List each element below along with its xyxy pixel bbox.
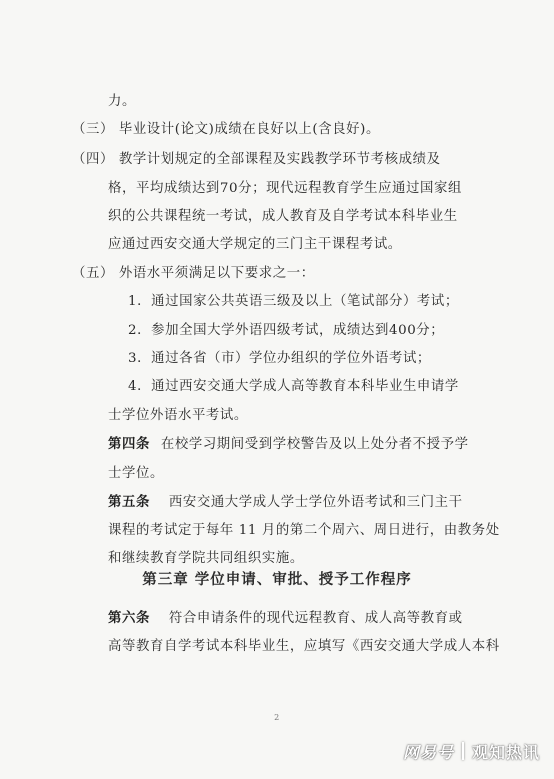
list-item: 4．通过西安交通大学成人高等教育本科毕业生申请学 (128, 379, 459, 394)
text-line: 士学位外语水平考试。 (108, 408, 248, 423)
article-label: 第四条 (108, 436, 150, 452)
watermark-brand: 网易号 (402, 742, 454, 762)
list-item: 2．参加全国大学外语四级考试，成绩达到400分； (128, 323, 445, 338)
text-line: （五） 外语水平须满足以下要求之一： (72, 266, 315, 281)
text-line: （四） 教学计划规定的全部课程及实践教学环节考核成绩及 (72, 152, 441, 167)
text-line: 应通过西安交通大学规定的三门主干课程考试。 (108, 237, 402, 252)
article-label: 第六条 (108, 610, 150, 626)
list-item: 1．通过国家公共英语三级及以上（笔试部分）考试； (128, 294, 459, 309)
text-line: 课程的考试定于每年 11 月的第二个周六、周日进行，由教务处 (108, 523, 500, 538)
chapter-heading: 第三章 学位申请、审批、授予工作程序 (142, 571, 412, 588)
article-label: 第五条 (108, 494, 150, 510)
page-number: 2 (274, 713, 280, 722)
text-line: 格，平均成绩达到70分；现代远程教育学生应通过国家组 (108, 181, 463, 196)
article-text: 符合申请条件的现代远程教育、成人高等教育或 (168, 611, 463, 626)
list-item: 3．通过各省（市）学位办组织的学位外语考试； (128, 351, 431, 366)
text-line: （三） 毕业设计(论文)成绩在良好以上(含良好)。 (72, 122, 380, 137)
article-6 (108, 607, 463, 626)
watermark-name: 观知热讯 (471, 742, 540, 762)
watermark-separator (462, 742, 464, 760)
article-4 (108, 433, 469, 452)
article-text: 在校学习期间受到学校警告及以上处分者不授予学 (160, 437, 469, 452)
text-line: 士学位。 (108, 466, 164, 481)
article-text: 西安交通大学成人学士学位外语考试和三门主干 (168, 495, 463, 510)
source-watermark (403, 738, 540, 764)
text-line: 力。 (108, 94, 136, 109)
article-5 (108, 491, 463, 510)
text-line: 和继续教育学院共同组织实施。 (108, 551, 304, 566)
text-line: 高等教育自学考试本科毕业生，应填写《西安交通大学成人本科 (108, 639, 500, 654)
text-line: 织的公共课程统一考试，成人教育及自学考试本科毕业生 (108, 209, 458, 224)
